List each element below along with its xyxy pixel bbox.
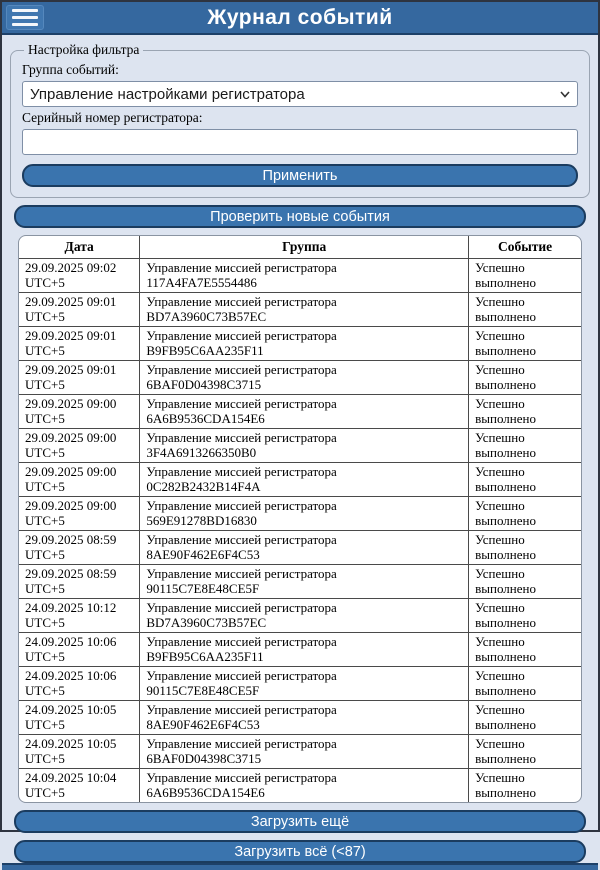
cell-event — [469, 327, 581, 361]
event-status: Успешно выполнено — [475, 260, 536, 290]
cell-date — [19, 565, 140, 599]
event-timezone: UTC+5 — [25, 343, 65, 358]
event-timezone: UTC+5 — [25, 445, 65, 460]
cell-group — [140, 667, 469, 701]
hamburger-icon — [12, 16, 38, 19]
app-header — [2, 2, 598, 35]
event-date: 29.09.2025 09:01 — [25, 328, 117, 343]
event-group-select[interactable] — [22, 81, 578, 107]
table-row — [19, 531, 581, 565]
event-group: Управление миссией регистратора — [146, 464, 337, 479]
cell-event — [469, 463, 581, 497]
event-timezone: UTC+5 — [25, 717, 65, 732]
event-group: Управление миссией регистратора — [146, 566, 337, 581]
event-timezone: UTC+5 — [25, 785, 65, 800]
event-date: 24.09.2025 10:05 — [25, 702, 117, 717]
hamburger-icon — [12, 23, 38, 26]
event-date: 29.09.2025 09:00 — [25, 396, 117, 411]
event-timezone: UTC+5 — [25, 275, 65, 290]
table-row — [19, 293, 581, 327]
events-table-card — [18, 235, 582, 803]
event-status: Успешно выполнено — [475, 668, 536, 698]
column-header-group: Группа — [140, 236, 469, 259]
cell-date — [19, 769, 140, 803]
cell-group — [140, 395, 469, 429]
event-serial: 6A6B9536CDA154E6 — [146, 411, 265, 426]
event-date: 29.09.2025 09:00 — [25, 430, 117, 445]
cell-group — [140, 361, 469, 395]
cell-group — [140, 259, 469, 293]
cell-date — [19, 259, 140, 293]
cell-event — [469, 735, 581, 769]
event-status: Успешно выполнено — [475, 430, 536, 460]
event-timezone: UTC+5 — [25, 615, 65, 630]
event-timezone: UTC+5 — [25, 751, 65, 766]
cell-date — [19, 463, 140, 497]
apply-button[interactable]: Применить — [22, 164, 578, 187]
event-serial: 8AE90F462E6F4C53 — [146, 717, 260, 732]
cell-group — [140, 429, 469, 463]
cell-date — [19, 497, 140, 531]
event-serial: 117A4FA7E5554486 — [146, 275, 257, 290]
cell-group — [140, 293, 469, 327]
table-row — [19, 463, 581, 497]
event-serial: 6A6B9536CDA154E6 — [146, 785, 265, 800]
event-group: Управление миссией регистратора — [146, 668, 337, 683]
table-row — [19, 395, 581, 429]
table-row — [19, 735, 581, 769]
cell-date — [19, 395, 140, 429]
event-serial: 8AE90F462E6F4C53 — [146, 547, 260, 562]
event-timezone: UTC+5 — [25, 649, 65, 664]
event-date: 24.09.2025 10:12 — [25, 600, 117, 615]
load-more-button[interactable]: Загрузить ещё — [14, 810, 586, 833]
cell-event — [469, 633, 581, 667]
event-status: Успешно выполнено — [475, 770, 536, 800]
event-date: 29.09.2025 09:00 — [25, 498, 117, 513]
event-group: Управление миссией регистратора — [146, 362, 337, 377]
footer-bar — [2, 863, 598, 870]
cell-group — [140, 531, 469, 565]
serial-number-input[interactable] — [22, 129, 578, 155]
cell-event — [469, 565, 581, 599]
serial-number-label: Серийный номер регистратора: — [22, 110, 203, 125]
event-date: 24.09.2025 10:04 — [25, 770, 117, 785]
cell-date — [19, 531, 140, 565]
table-row — [19, 565, 581, 599]
event-serial: 6BAF0D04398C3715 — [146, 751, 262, 766]
table-row — [19, 701, 581, 735]
table-row — [19, 667, 581, 701]
event-status: Успешно выполнено — [475, 600, 536, 630]
event-timezone: UTC+5 — [25, 683, 65, 698]
load-all-button[interactable]: Загрузить всё (<87) — [14, 840, 586, 863]
cell-event — [469, 361, 581, 395]
event-status: Успешно выполнено — [475, 566, 536, 596]
cell-event — [469, 531, 581, 565]
event-date: 29.09.2025 08:59 — [25, 566, 117, 581]
event-serial: 90115C7E8E48CE5F — [146, 683, 260, 698]
event-status: Успешно выполнено — [475, 362, 536, 392]
event-serial: 569E91278BD16830 — [146, 513, 257, 528]
event-group-label: Группа событий: — [22, 62, 119, 77]
event-group: Управление миссией регистратора — [146, 328, 337, 343]
event-date: 29.09.2025 09:01 — [25, 294, 117, 309]
event-date: 29.09.2025 09:02 — [25, 260, 117, 275]
event-date: 29.09.2025 09:01 — [25, 362, 117, 377]
hamburger-icon — [12, 9, 38, 12]
event-status: Успешно выполнено — [475, 294, 536, 324]
event-group: Управление миссией регистратора — [146, 702, 337, 717]
cell-date — [19, 701, 140, 735]
event-status: Успешно выполнено — [475, 634, 536, 664]
cell-date — [19, 327, 140, 361]
cell-event — [469, 599, 581, 633]
event-status: Успешно выполнено — [475, 464, 536, 494]
event-group: Управление миссией регистратора — [146, 396, 337, 411]
event-serial: 0C282B2432B14F4A — [146, 479, 261, 494]
event-serial: BD7A3960C73B57EC — [146, 615, 267, 630]
page-title: Журнал событий — [207, 5, 393, 29]
table-row — [19, 497, 581, 531]
event-group: Управление миссией регистратора — [146, 532, 337, 547]
cell-group — [140, 769, 469, 803]
event-group: Управление миссией регистратора — [146, 260, 337, 275]
event-group: Управление миссией регистратора — [146, 294, 337, 309]
cell-event — [469, 429, 581, 463]
event-serial: 90115C7E8E48CE5F — [146, 581, 260, 596]
table-row — [19, 327, 581, 361]
event-serial: B9FB95C6AA235F11 — [146, 343, 264, 358]
check-new-events-button[interactable]: Проверить новые события — [14, 205, 586, 228]
cell-date — [19, 599, 140, 633]
event-timezone: UTC+5 — [25, 513, 65, 528]
column-header-event: Событие — [469, 236, 581, 259]
cell-event — [469, 293, 581, 327]
event-group: Управление миссией регистратора — [146, 634, 337, 649]
table-row — [19, 259, 581, 293]
cell-group — [140, 497, 469, 531]
event-group: Управление миссией регистратора — [146, 600, 337, 615]
cell-group — [140, 701, 469, 735]
cell-date — [19, 667, 140, 701]
event-status: Успешно выполнено — [475, 328, 536, 358]
cell-date — [19, 429, 140, 463]
event-status: Успешно выполнено — [475, 736, 536, 766]
table-row — [19, 633, 581, 667]
event-group: Управление миссией регистратора — [146, 770, 337, 785]
event-timezone: UTC+5 — [25, 411, 65, 426]
event-timezone: UTC+5 — [25, 547, 65, 562]
event-serial: BD7A3960C73B57EC — [146, 309, 267, 324]
event-group: Управление миссией регистратора — [146, 736, 337, 751]
cell-group — [140, 633, 469, 667]
event-serial: 3F4A6913266350B0 — [146, 445, 257, 460]
event-date: 24.09.2025 10:06 — [25, 668, 117, 683]
filter-legend: Настройка фильтра — [28, 42, 140, 57]
event-group: Управление миссией регистратора — [146, 430, 337, 445]
cell-group — [140, 599, 469, 633]
event-status: Успешно выполнено — [475, 498, 536, 528]
event-date: 24.09.2025 10:05 — [25, 736, 117, 751]
event-group: Управление миссией регистратора — [146, 498, 337, 513]
event-timezone: UTC+5 — [25, 479, 65, 494]
cell-date — [19, 735, 140, 769]
events-table — [19, 236, 581, 802]
cell-event — [469, 395, 581, 429]
cell-event — [469, 259, 581, 293]
event-status: Успешно выполнено — [475, 396, 536, 426]
event-status: Успешно выполнено — [475, 532, 536, 562]
event-timezone: UTC+5 — [25, 309, 65, 324]
event-serial: B9FB95C6AA235F11 — [146, 649, 264, 664]
cell-date — [19, 361, 140, 395]
event-timezone: UTC+5 — [25, 581, 65, 596]
table-row — [19, 361, 581, 395]
cell-group — [140, 735, 469, 769]
cell-event — [469, 701, 581, 735]
cell-group — [140, 565, 469, 599]
cell-group — [140, 327, 469, 361]
cell-event — [469, 769, 581, 803]
event-date: 24.09.2025 10:06 — [25, 634, 117, 649]
cell-event — [469, 497, 581, 531]
table-row — [19, 599, 581, 633]
column-header-date: Дата — [19, 236, 140, 259]
menu-button[interactable] — [6, 5, 44, 30]
event-date: 29.09.2025 09:00 — [25, 464, 117, 479]
event-date: 29.09.2025 08:59 — [25, 532, 117, 547]
cell-event — [469, 667, 581, 701]
table-row — [19, 429, 581, 463]
table-header-row — [19, 236, 581, 259]
event-timezone: UTC+5 — [25, 377, 65, 392]
cell-group — [140, 463, 469, 497]
event-status: Успешно выполнено — [475, 702, 536, 732]
filter-settings-panel — [10, 42, 590, 198]
event-group-select-wrap — [22, 81, 578, 107]
cell-date — [19, 293, 140, 327]
table-row — [19, 769, 581, 803]
event-serial: 6BAF0D04398C3715 — [146, 377, 262, 392]
cell-date — [19, 633, 140, 667]
